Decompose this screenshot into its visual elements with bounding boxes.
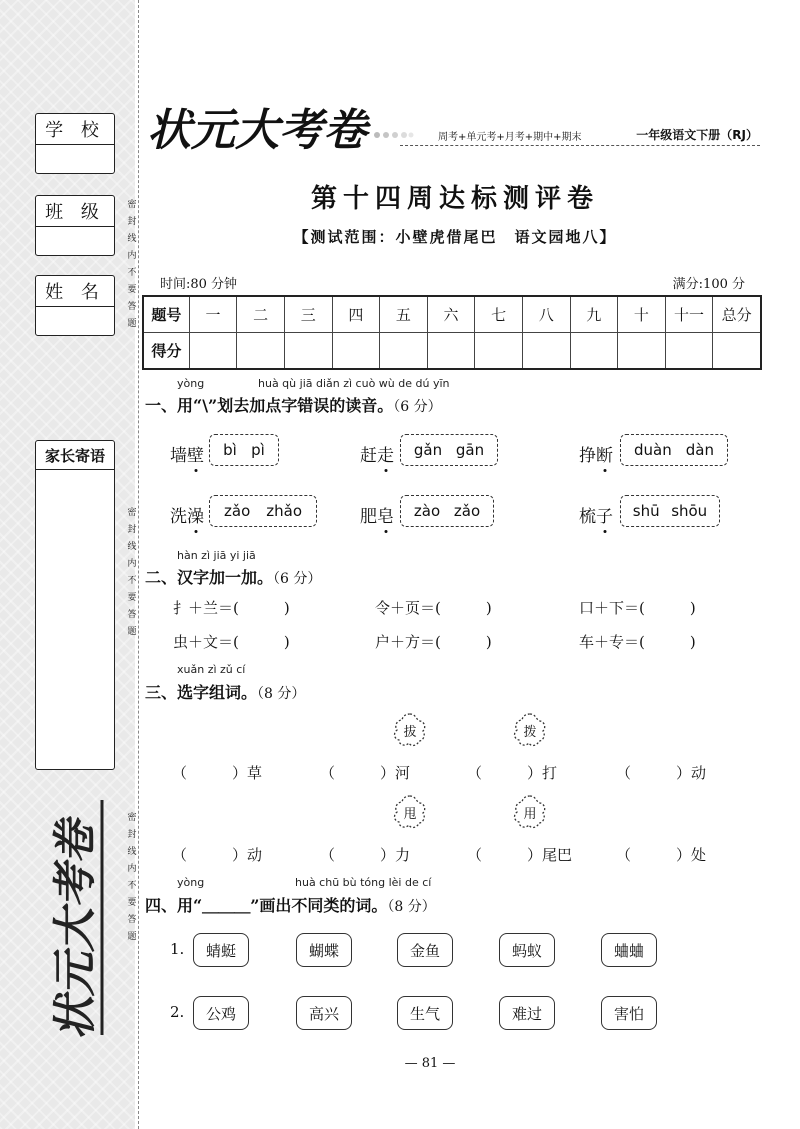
q4-word-box[interactable]: 蛐蛐 <box>601 933 657 967</box>
side-brand-logo <box>42 790 112 1050</box>
q3-option-flower <box>392 712 428 748</box>
q3-option-flower <box>392 794 428 830</box>
q2-pinyin: hàn zì jiā yi jiā <box>177 549 256 562</box>
q3-blank[interactable]: （ ）力 <box>320 846 411 864</box>
q4-title: 四、用“＿＿＿”画出不同类的词。 <box>145 896 388 915</box>
score-table-score-row <box>143 333 761 370</box>
header-rule <box>400 145 760 146</box>
score-cell[interactable] <box>522 333 570 370</box>
q1-word: 肥皂 <box>360 502 394 527</box>
score-cell[interactable] <box>713 333 761 370</box>
score-cell[interactable] <box>380 333 428 370</box>
score-header-cell: 题号 <box>143 296 189 333</box>
q3-heading <box>145 680 305 703</box>
parent-note-box <box>35 440 115 770</box>
score-cell[interactable] <box>332 333 380 370</box>
q2-heading <box>145 565 321 588</box>
full-score: 满分:100 分 <box>672 277 745 292</box>
q1-points: （6 分） <box>393 399 442 415</box>
q1-pinyin-choice[interactable]: zǎo zhǎo <box>209 495 317 527</box>
score-header-cell: 二 <box>237 296 285 333</box>
score-header-cell: 四 <box>332 296 380 333</box>
q4-word-box[interactable]: 蜻蜓 <box>193 933 249 967</box>
q1-pinyin-choice[interactable]: gǎn gān <box>400 434 498 466</box>
name-blank[interactable] <box>36 307 114 335</box>
q3-blank[interactable]: （ ）动 <box>616 764 707 782</box>
q1-word: 梳子 <box>579 502 613 527</box>
side-logo-text: 状元大考卷 <box>50 820 101 1040</box>
q1-word: 挣断 <box>579 441 613 466</box>
q3-blank[interactable]: （ ）尾巴 <box>467 846 573 864</box>
name-field <box>35 275 115 336</box>
time-limit: 时间:80 分钟 <box>160 277 238 292</box>
q4-points: （8 分） <box>387 899 436 915</box>
score-cell[interactable] <box>427 333 475 370</box>
page-number: — 81 — <box>404 1056 456 1071</box>
q4-word-box[interactable]: 公鸡 <box>193 996 249 1030</box>
q1-heading <box>145 393 442 416</box>
q1-pinyin-choice[interactable]: bì pì <box>209 434 279 466</box>
q3-title: 三、选字组词。 <box>145 683 258 702</box>
score-cell[interactable] <box>570 333 618 370</box>
q4-row-number: 2. <box>170 1003 185 1021</box>
series-text: 周考+单元考+月考+期中+期末 <box>438 132 582 143</box>
q4-pinyin-b: huà chū bù tóng lèi de cí <box>295 876 432 889</box>
school-blank[interactable] <box>36 145 114 173</box>
q3-option-flower <box>512 794 548 830</box>
brand-logo-text: 状元大考卷 <box>147 105 367 156</box>
q2-title: 二、汉字加一加。 <box>145 568 274 587</box>
brand-logo <box>145 95 415 160</box>
score-header-cell: 十 <box>618 296 666 333</box>
q1-pinyin-a: yòng <box>177 377 205 390</box>
grade-text: 一年级语文下册（RJ） <box>636 128 758 142</box>
q3-option-char: 拨 <box>523 724 537 740</box>
q1-pinyin-b: huà qù jiā diǎn zì cuò wù de dú yīn <box>258 377 450 390</box>
q3-blank[interactable]: （ ）河 <box>320 764 411 782</box>
q2-equation[interactable]: 令＋页＝( ) <box>375 599 492 617</box>
score-header-cell: 总分 <box>713 296 761 333</box>
q3-points: （8 分） <box>257 686 306 702</box>
test-scope: 【测试范围：小壁虎借尾巴 语文园地八】 <box>293 228 617 246</box>
q3-blank[interactable]: （ ）草 <box>172 764 263 782</box>
score-header-cell: 八 <box>522 296 570 333</box>
score-header-cell: 九 <box>570 296 618 333</box>
score-header-cell: 一 <box>189 296 237 333</box>
school-label: 学 校 <box>36 114 114 145</box>
q1-pinyin-choice[interactable]: zào zǎo <box>400 495 494 527</box>
q4-row-number: 1. <box>170 940 185 958</box>
score-header-cell: 五 <box>380 296 428 333</box>
seal-line <box>138 0 139 1129</box>
score-row-label: 得分 <box>143 333 189 370</box>
seal-warning-3: 密封线内不要答题 <box>127 813 137 942</box>
score-header-cell: 三 <box>284 296 332 333</box>
q1-word: 洗澡 <box>170 502 204 527</box>
q1-word: 墙壁 <box>170 441 204 466</box>
score-header-cell: 六 <box>427 296 475 333</box>
school-field <box>35 113 115 174</box>
score-table <box>142 295 762 370</box>
score-cell[interactable] <box>237 333 285 370</box>
q1-pinyin-choice[interactable]: duàn dàn <box>620 434 728 466</box>
score-cell[interactable] <box>665 333 713 370</box>
score-header-cell: 十一 <box>665 296 713 333</box>
q4-word-box[interactable]: 蝴蝶 <box>296 933 352 967</box>
q3-blank[interactable]: （ ）动 <box>172 846 263 864</box>
q3-option-char: 用 <box>523 806 537 822</box>
score-cell[interactable] <box>475 333 523 370</box>
name-label: 姓 名 <box>36 276 114 307</box>
q4-word-box[interactable]: 蚂蚁 <box>499 933 555 967</box>
q4-word-box[interactable]: 金鱼 <box>397 933 453 967</box>
q4-pinyin-a: yòng <box>177 876 205 889</box>
q2-equation[interactable]: 扌＋兰＝( ) <box>173 599 290 617</box>
class-blank[interactable] <box>36 227 114 255</box>
q2-equation[interactable]: 车＋专＝( ) <box>579 633 696 651</box>
class-field <box>35 195 115 256</box>
q1-title: 一、用“\”划去加点字错误的读音。 <box>145 396 394 415</box>
q4-heading <box>145 893 436 916</box>
q2-equation[interactable]: 户＋方＝( ) <box>375 633 492 651</box>
q3-blank[interactable]: （ ）打 <box>467 764 558 782</box>
q3-blank[interactable]: （ ）处 <box>616 846 707 864</box>
class-label: 班 级 <box>36 196 114 227</box>
seal-warning-1: 密封线内不要答题 <box>127 200 137 329</box>
time-row <box>160 273 745 292</box>
q4-word-box[interactable]: 高兴 <box>296 996 352 1030</box>
score-cell[interactable] <box>618 333 666 370</box>
q3-pinyin: xuǎn zì zǔ cí <box>177 663 246 676</box>
q4-word-box[interactable]: 害怕 <box>601 996 657 1030</box>
q3-option-char: 拔 <box>403 724 417 740</box>
seal-warning-2: 密封线内不要答题 <box>127 508 137 637</box>
page-title: 第十四周达标测评卷 <box>310 184 599 214</box>
score-cell[interactable] <box>284 333 332 370</box>
q4-word-box[interactable]: 难过 <box>499 996 555 1030</box>
parent-note-label: 家长寄语 <box>36 441 114 470</box>
q3-option-char: 甩 <box>403 806 417 822</box>
q2-points: （6 分） <box>273 571 322 587</box>
q2-equation[interactable]: 口＋下＝( ) <box>579 599 696 617</box>
q4-word-box[interactable]: 生气 <box>397 996 453 1030</box>
q2-equation[interactable]: 虫＋文＝( ) <box>173 633 290 651</box>
q3-option-flower <box>512 712 548 748</box>
score-header-cell: 七 <box>475 296 523 333</box>
q1-word: 赶走 <box>360 441 394 466</box>
score-table-header-row <box>143 296 761 333</box>
q1-pinyin-choice[interactable]: shū shōu <box>620 495 720 527</box>
score-cell[interactable] <box>189 333 237 370</box>
